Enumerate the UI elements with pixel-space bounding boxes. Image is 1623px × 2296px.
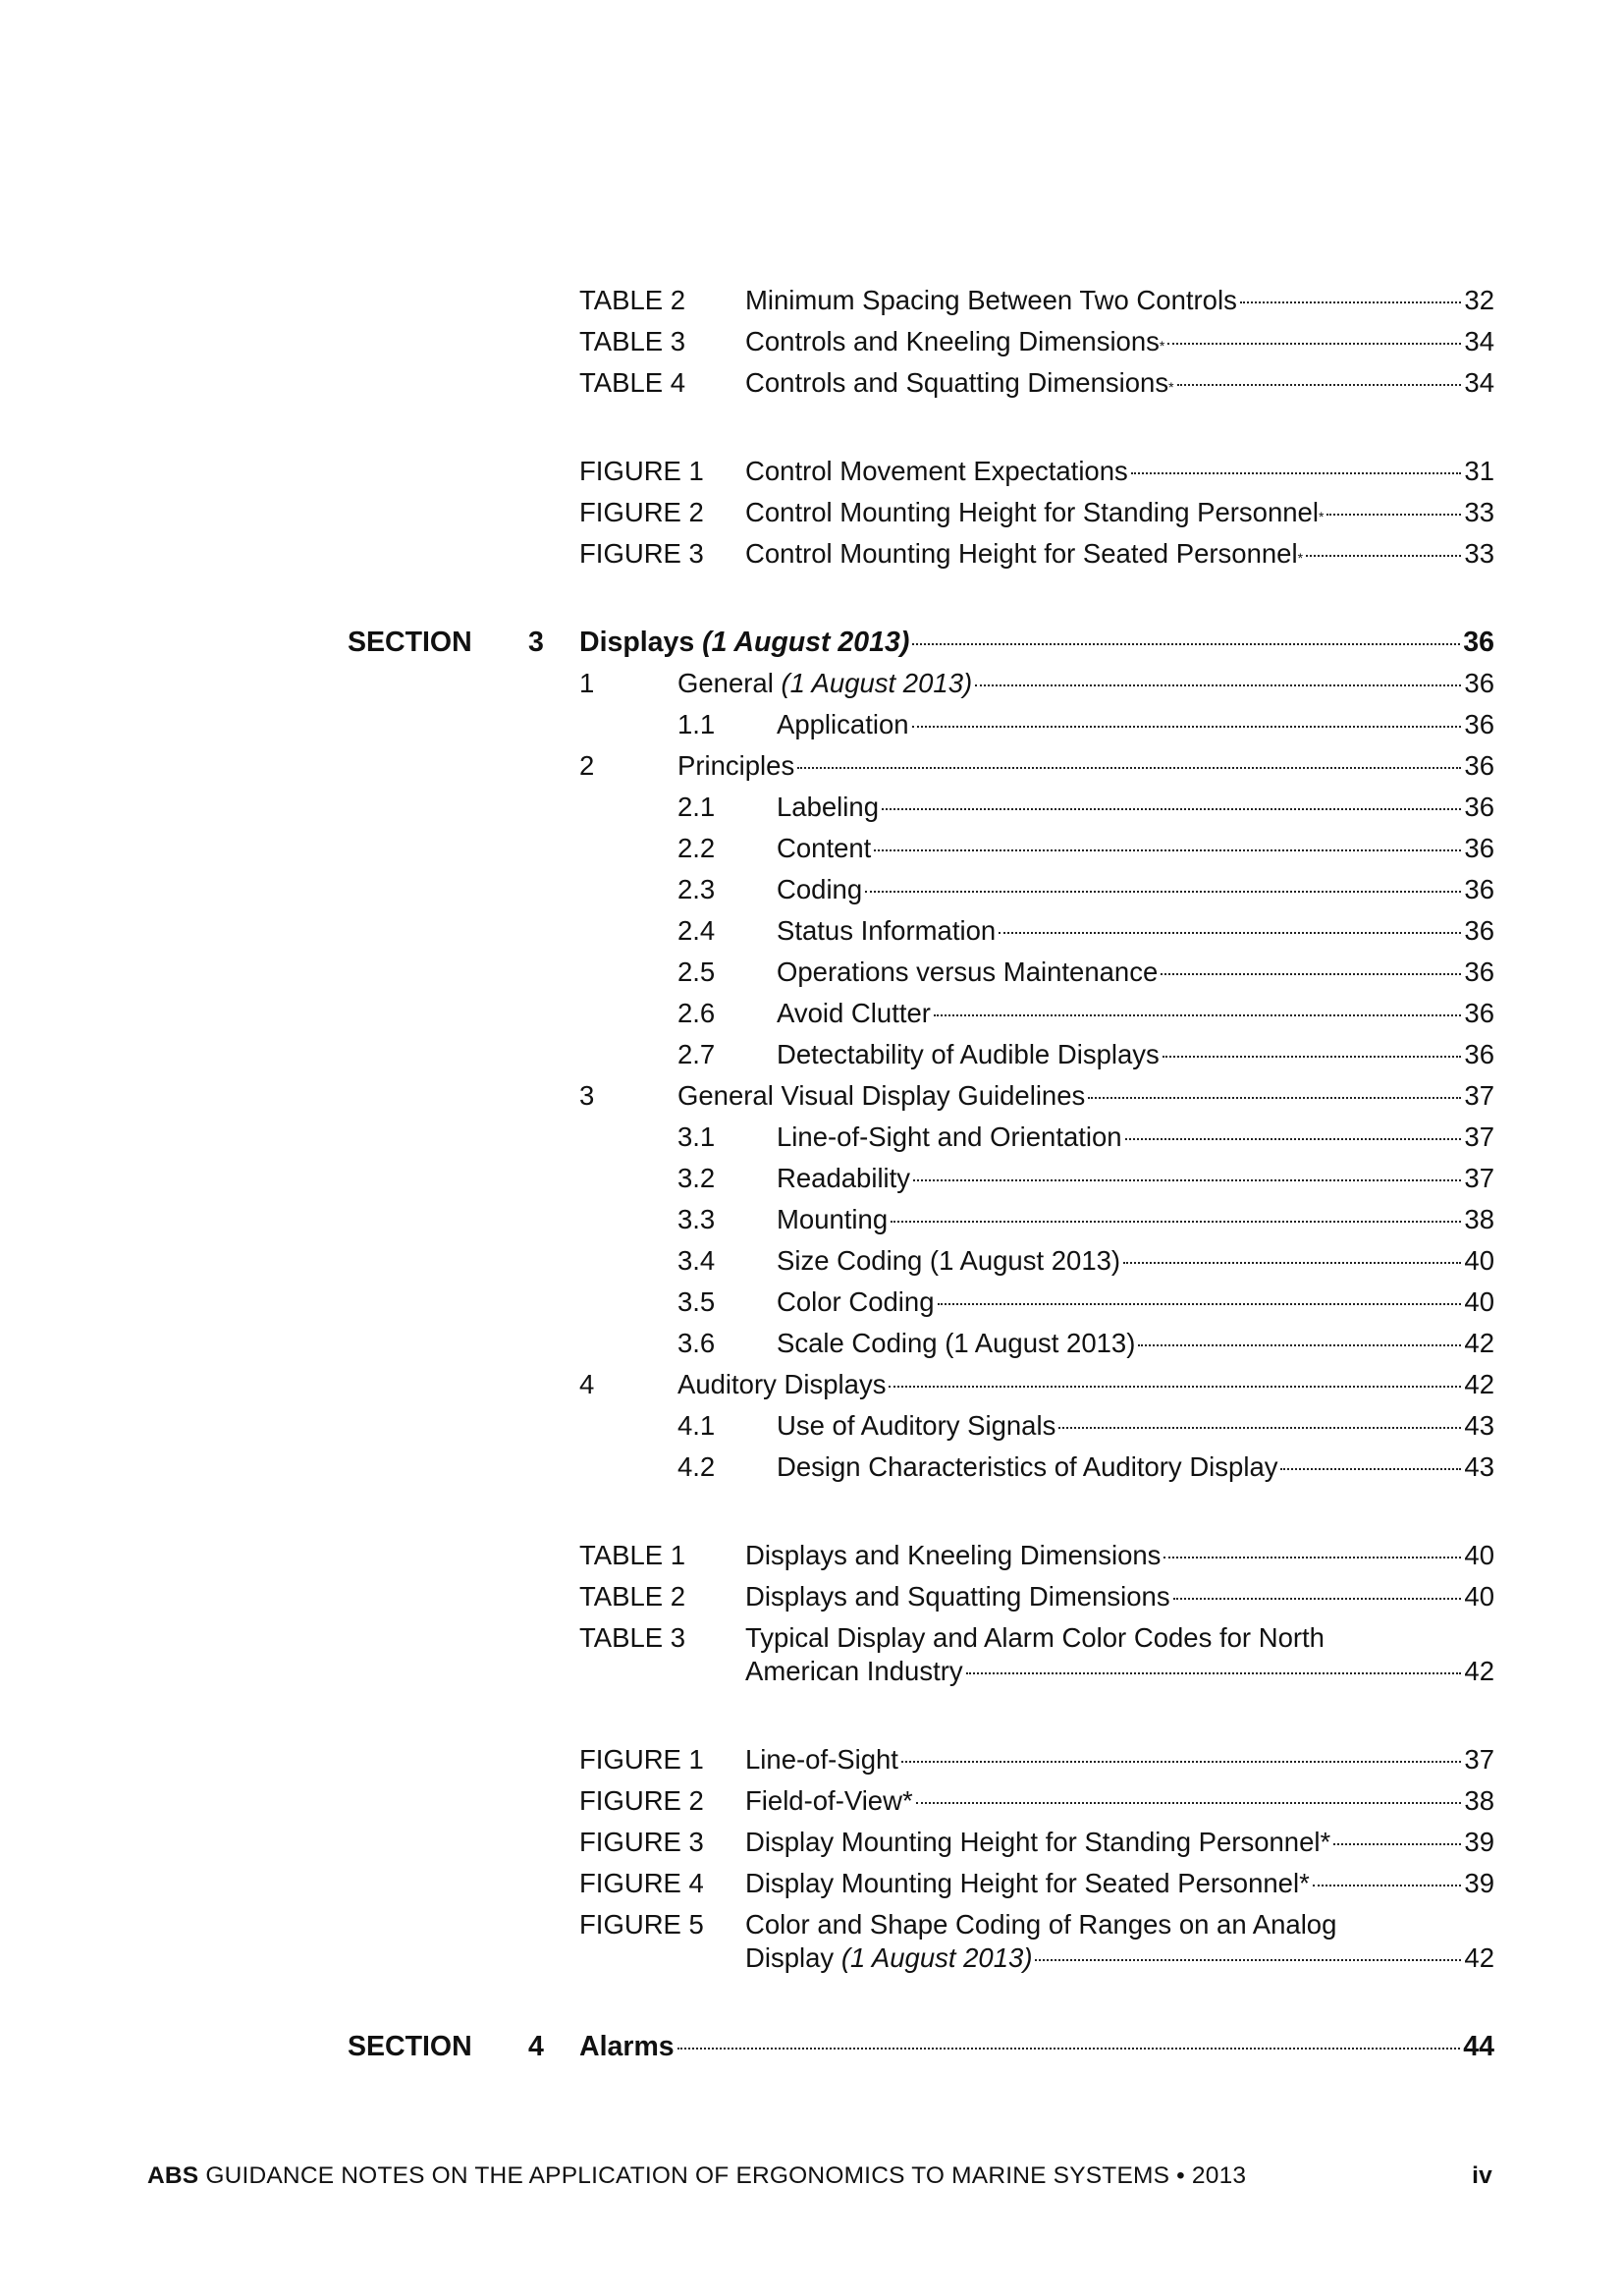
dot-leader [901,1761,1461,1763]
toc-title: Auditory Displays [677,1369,887,1399]
toc-entry[interactable] [777,1038,1494,1071]
dot-leader [916,1802,1462,1804]
page-number: 44 [1463,2031,1494,2062]
toc-title: Content [777,833,872,863]
toc-entry[interactable] [745,1784,1494,1818]
dot-leader [1240,301,1462,303]
page-number: 36 [1464,998,1494,1028]
entry-number: 1 [579,668,595,698]
toc-title: Size Coding (1 August 2013) [777,1245,1121,1276]
toc-entry[interactable] [677,1368,1494,1401]
dot-leader [912,643,1460,645]
figure-label: FIGURE 1 [579,456,704,486]
dot-leader [1177,384,1462,386]
page-number: 36 [1464,874,1494,904]
toc-title-line-2: Display [745,1942,835,1973]
entry-number: 2 [579,750,595,781]
toc-title: Use of Auditory Signals [777,1410,1056,1441]
toc-entry[interactable] [777,708,1494,741]
figure-label: FIGURE 4 [579,1868,704,1898]
toc-entry[interactable] [777,1285,1494,1319]
dot-leader [1088,1097,1461,1099]
page-number: 31 [1464,456,1494,486]
figure-label: FIGURE 2 [579,1785,704,1816]
page-number: 32 [1464,285,1494,315]
toc-title: Displays and Squatting Dimensions [745,1581,1170,1612]
page-number: 42 [1464,1328,1494,1358]
section-label: SECTION [348,2031,472,2062]
entry-date: (1 August 2013) [781,668,973,698]
toc-entry[interactable] [677,667,1494,700]
page-number: 43 [1464,1451,1494,1482]
dot-leader [1326,514,1461,516]
toc-entry[interactable] [777,873,1494,906]
toc-title-line-1: Color and Shape Coding of Ranges on an Analog [745,1909,1337,1940]
entry-number: 3.5 [677,1286,716,1317]
toc-title: Detectability of Audible Displays [777,1039,1160,1069]
page-number: 39 [1464,1868,1494,1898]
dot-leader [1058,1427,1461,1429]
table-label: TABLE 3 [579,326,686,356]
dot-leader [975,684,1461,686]
toc-entry[interactable] [745,1941,1494,1975]
table-label: TABLE 2 [579,1581,686,1612]
entry-number: 2.2 [677,833,716,863]
page-number: 36 [1464,833,1494,863]
dot-leader [1167,343,1461,345]
toc-title: Control Movement Expectations [745,456,1128,486]
figure-label: FIGURE 5 [579,1909,704,1940]
dot-leader [912,726,1462,728]
footer-page-number: iv [1472,2162,1492,2189]
toc-title: Status Information [777,915,997,946]
toc-entry[interactable] [777,1327,1494,1360]
entry-number: 2.7 [677,1039,716,1069]
dot-leader [1138,1344,1461,1346]
toc-entry[interactable]: Control Mounting Height for Seated Personnel * 33 [745,538,1494,569]
toc-title: General Visual Display Guidelines [677,1080,1086,1111]
toc-title: Field-of-View* [745,1785,913,1816]
entry-number: 4 [579,1369,595,1399]
toc-title: Controls and Squatting Dimensions [745,367,1169,398]
toc-title: Controls and Kneeling Dimensions [745,326,1160,356]
page-number: 37 [1464,1080,1494,1111]
toc-entry[interactable] [745,1867,1494,1900]
toc-title: Color Coding [777,1286,935,1317]
page-number: 36 [1464,709,1494,739]
toc-entry[interactable] [777,956,1494,989]
dot-leader [1280,1468,1461,1470]
entry-number: 3 [579,1080,595,1111]
dot-leader [1163,1056,1462,1058]
entry-number: 2.3 [677,874,716,904]
footer-spacer [1246,2162,1472,2190]
section-3-heading[interactable] [579,626,1494,659]
page-number: 40 [1464,1245,1494,1276]
footer-text: GUIDANCE NOTES ON THE APPLICATION OF ERGONOMICS TO MARINE SYSTEMS • 2013 [205,2162,1247,2189]
page-number: 36 [1464,1039,1494,1069]
page-number: 34 [1464,367,1494,398]
dot-leader [938,1303,1462,1305]
table-label: TABLE 4 [579,367,686,398]
dot-leader [1173,1598,1462,1600]
page-number: 36 [1464,957,1494,987]
toc-title: Avoid Clutter [777,998,931,1028]
toc-entry[interactable] [777,832,1494,865]
toc-title: General [677,668,774,698]
entry-number: 3.3 [677,1204,716,1234]
entry-date: (1 August 2013) [840,1942,1033,1973]
table-label: TABLE 3 [579,1622,686,1653]
page-number: 40 [1464,1581,1494,1612]
dot-leader [891,1221,1461,1223]
page-number: 38 [1464,1785,1494,1816]
entry-number: 3.4 [677,1245,716,1276]
section-date: (1 August 2013) [702,627,910,658]
toc-title: Operations versus Maintenance [777,957,1159,987]
toc-title: Minimum Spacing Between Two Controls [745,285,1237,315]
toc-entry[interactable] [677,749,1494,783]
table-label: TABLE 2 [579,285,686,315]
toc-entry[interactable] [777,791,1494,824]
toc-entry[interactable] [777,1244,1494,1278]
figure-label: FIGURE 3 [579,1827,704,1857]
figure-label: FIGURE 2 [579,497,704,527]
page-number: 40 [1464,1540,1494,1570]
page-footer [147,2162,1492,2190]
figure-label: FIGURE 3 [579,538,704,569]
page-number: 33 [1464,538,1494,569]
section-number: 3 [528,627,544,658]
toc-entry[interactable] [745,284,1494,317]
figure-label: FIGURE 1 [579,1744,704,1775]
page-number: 43 [1464,1410,1494,1441]
section-title: Alarms [579,2031,675,2062]
toc-entry[interactable]: Control Mounting Height for Standing Personnel * 33 [745,497,1494,527]
page-number: 36 [1464,668,1494,698]
entry-number: 3.1 [677,1121,716,1152]
dot-leader [1306,555,1461,557]
page-number: 38 [1464,1204,1494,1234]
toc-title: Scale Coding (1 August 2013) [777,1328,1136,1358]
toc-entry[interactable]: Controls and Kneeling Dimensions * 34 [745,326,1494,356]
toc-title: Line-of-Sight and Orientation [777,1121,1122,1152]
entry-number: 1.1 [677,709,716,739]
page-number: 36 [1463,627,1494,658]
page-number: 36 [1464,915,1494,946]
page-number: 37 [1464,1163,1494,1193]
toc-entry[interactable] [745,455,1494,488]
section-label: SECTION [348,627,472,658]
dot-leader [797,767,1461,769]
toc-title: Display Mounting Height for Standing Personnel* [745,1827,1331,1857]
toc-entry[interactable] [745,1743,1494,1777]
section-number: 4 [528,2031,544,2062]
dot-leader [913,1179,1461,1181]
section-title: Displays [579,627,695,658]
toc-entry[interactable] [777,997,1494,1030]
toc-entry[interactable] [777,1162,1494,1195]
entry-number: 2.4 [677,915,716,946]
toc-title: Design Characteristics of Auditory Display [777,1451,1278,1482]
dot-leader [677,2048,1461,2050]
toc-entry[interactable] [745,1539,1494,1572]
toc-title: Readability [777,1163,911,1193]
entry-number: 4.1 [677,1410,716,1441]
page-number: 36 [1464,792,1494,822]
toc-title: Control Mounting Height for Standing Personnel [745,497,1319,527]
entry-number: 2.6 [677,998,716,1028]
toc-title-line-1: Typical Display and Alarm Color Codes for North [745,1622,1325,1653]
dot-leader [1035,1959,1461,1961]
toc-title: Principles [677,750,795,781]
dot-leader [1125,1138,1462,1140]
page-number: 42 [1464,1369,1494,1399]
dot-leader [999,932,1461,934]
dot-leader [1163,1557,1461,1558]
dot-leader [889,1386,1461,1388]
page-number: 34 [1464,326,1494,356]
toc-title: Displays and Kneeling Dimensions [745,1540,1162,1570]
toc-title: Application [777,709,909,739]
dot-leader [865,891,1461,893]
toc-entry[interactable] [777,1450,1494,1484]
page-number: 42 [1464,1942,1494,1973]
page-number: 40 [1464,1286,1494,1317]
toc-entry[interactable] [777,1121,1494,1154]
dot-leader [1313,1885,1462,1886]
toc-title: Labeling [777,792,879,822]
page-number: 37 [1464,1744,1494,1775]
toc-entry[interactable] [745,1826,1494,1859]
dot-leader [874,849,1461,851]
toc-entry[interactable] [677,1079,1494,1113]
entry-number: 3.6 [677,1328,716,1358]
toc-title: Control Mounting Height for Seated Personnel [745,538,1298,569]
toc-entry[interactable] [745,1580,1494,1613]
entry-number: 2.5 [677,957,716,987]
dot-leader [966,1672,1462,1674]
toc-title-line-2: American Industry [745,1656,963,1686]
toc-title: Coding [777,874,863,904]
dot-leader [1161,973,1461,975]
entry-number: 3.2 [677,1163,716,1193]
toc-entry[interactable] [777,1409,1494,1443]
section-4-heading[interactable] [579,2030,1494,2063]
footer-brand: ABS [147,2162,199,2189]
toc-entry[interactable] [745,1655,1494,1688]
toc-entry[interactable]: Controls and Squatting Dimensions * 34 [745,367,1494,398]
toc-entry[interactable] [777,1203,1494,1236]
page-number: 37 [1464,1121,1494,1152]
entry-number: 4.2 [677,1451,716,1482]
dot-leader [1131,472,1462,474]
dot-leader [1123,1262,1461,1264]
page-number: 36 [1464,750,1494,781]
page-number: 39 [1464,1827,1494,1857]
table-label: TABLE 1 [579,1540,686,1570]
toc-title: Mounting [777,1204,889,1234]
toc-title: Display Mounting Height for Seated Personnel* [745,1868,1310,1898]
toc-title: Line-of-Sight [745,1744,898,1775]
dot-leader [1333,1843,1461,1845]
entry-number: 2.1 [677,792,716,822]
page-number: 42 [1464,1656,1494,1686]
dot-leader [934,1014,1461,1016]
page-number: 33 [1464,497,1494,527]
toc-entry[interactable] [777,914,1494,948]
dot-leader [882,808,1461,810]
